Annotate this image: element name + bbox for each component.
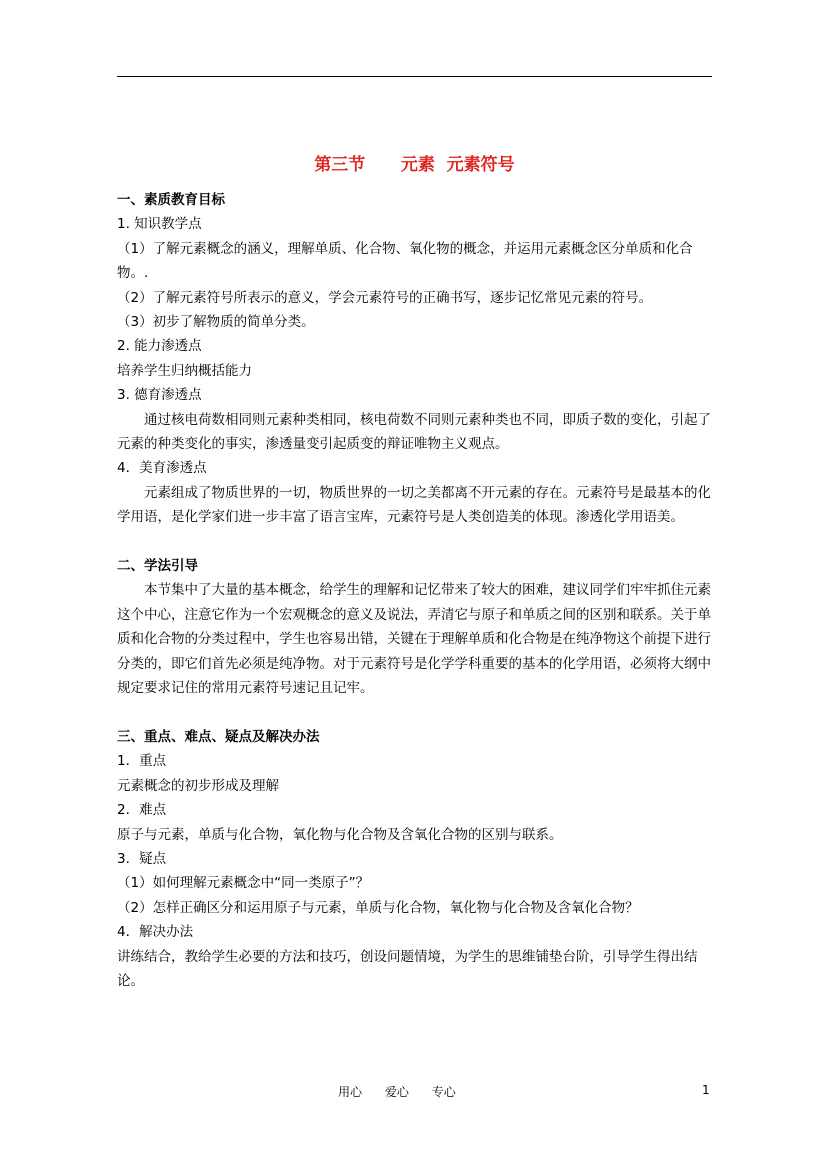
section-2-heading: 二、学法引导 [117, 558, 198, 575]
subheading-moral: 3. 德育渗透点 [117, 387, 202, 404]
subheading-solution: 4．解决办法 [117, 924, 194, 941]
paragraph: 本节集中了大量的基本概念，给学生的理解和记忆带来了较大的困难，建议同学们牢牢抓住元素这个中心，注意它作为一个宏观概念的意义及说法，弄清它与原子和单质之间的区别和联系。关于单质和化合物的分类过程中，学生也容易出错，关键在于理解单质和化合物是在纯净物这个前提下进行分类的，即它们首先必须是纯净物。对于元素符号是化学学科重要的基本的化学用语，必须将大纲中规定要求记住的常用元素符号速记且记牢。 [117, 582, 711, 697]
section-1-heading: 一、素质教育目标 [117, 192, 225, 208]
paragraph: 讲练结合，教给学生必要的方法和技巧，创设问题情境，为学生的思维铺垫台阶，引导学生得出结论。 [117, 948, 698, 989]
subheading-difficulty: 2．难点 [117, 802, 167, 819]
header-rule [117, 76, 712, 77]
subheading-knowledge: 1. 知识教学点 [117, 216, 202, 233]
footer-motto: 用心 爱心 专心 [338, 1085, 456, 1099]
paragraph: 培养学生归纳概括能力 [117, 362, 252, 379]
paragraph: 原子与元素，单质与化合物，氧化物与化合物及含氧化合物的区别与联系。 [117, 826, 563, 843]
paragraph: 元素组成了物质世界的一切，物质世界的一切之美都离不开元素的存在。元素符号是最基本的化学用语，是化学家们进一步丰富了语言宝库，元素符号是人类创造美的体现。渗透化学用语美。 [117, 484, 711, 526]
paragraph: （1）如何理解元素概念中“同一类原子”？ [117, 875, 370, 892]
paragraph: （3）初步了解物质的简单分类。 [117, 314, 315, 331]
paragraph: （2）了解元素符号所表示的意义，学会元素符号的正确书写，逐步记忆常见元素的符号。 [117, 289, 653, 306]
subheading-aesthetic: 4．美育渗透点 [117, 460, 207, 477]
paragraph: 通过核电荷数相同则元素种类相同，核电荷数不同则元素种类也不同，即质子数的变化，引起了元素的种类变化的事实，渗透量变引起质变的辩证唯物主义观点。 [117, 411, 711, 453]
paragraph: （2）怎样正确区分和运用原子与元素，单质与化合物，氧化物与化合物及含氧化合物？ [117, 899, 639, 916]
document-body [117, 188, 713, 993]
page-title: 第三节 元素 元素符号 [314, 155, 515, 175]
paragraph: （1）了解元素概念的涵义，理解单质、化合物、氧化物的概念，并运用元素概念区分单质和化合物。. [117, 240, 693, 282]
subheading-key-point: 1．重点 [117, 753, 167, 770]
section-3-heading: 三、重点、难点、疑点及解决办法 [117, 728, 320, 745]
subheading-ability: 2. 能力渗透点 [117, 338, 202, 355]
subheading-doubt: 3．疑点 [117, 850, 167, 867]
page-number: 1 [702, 1083, 710, 1097]
paragraph: 元素概念的初步形成及理解 [117, 777, 279, 794]
